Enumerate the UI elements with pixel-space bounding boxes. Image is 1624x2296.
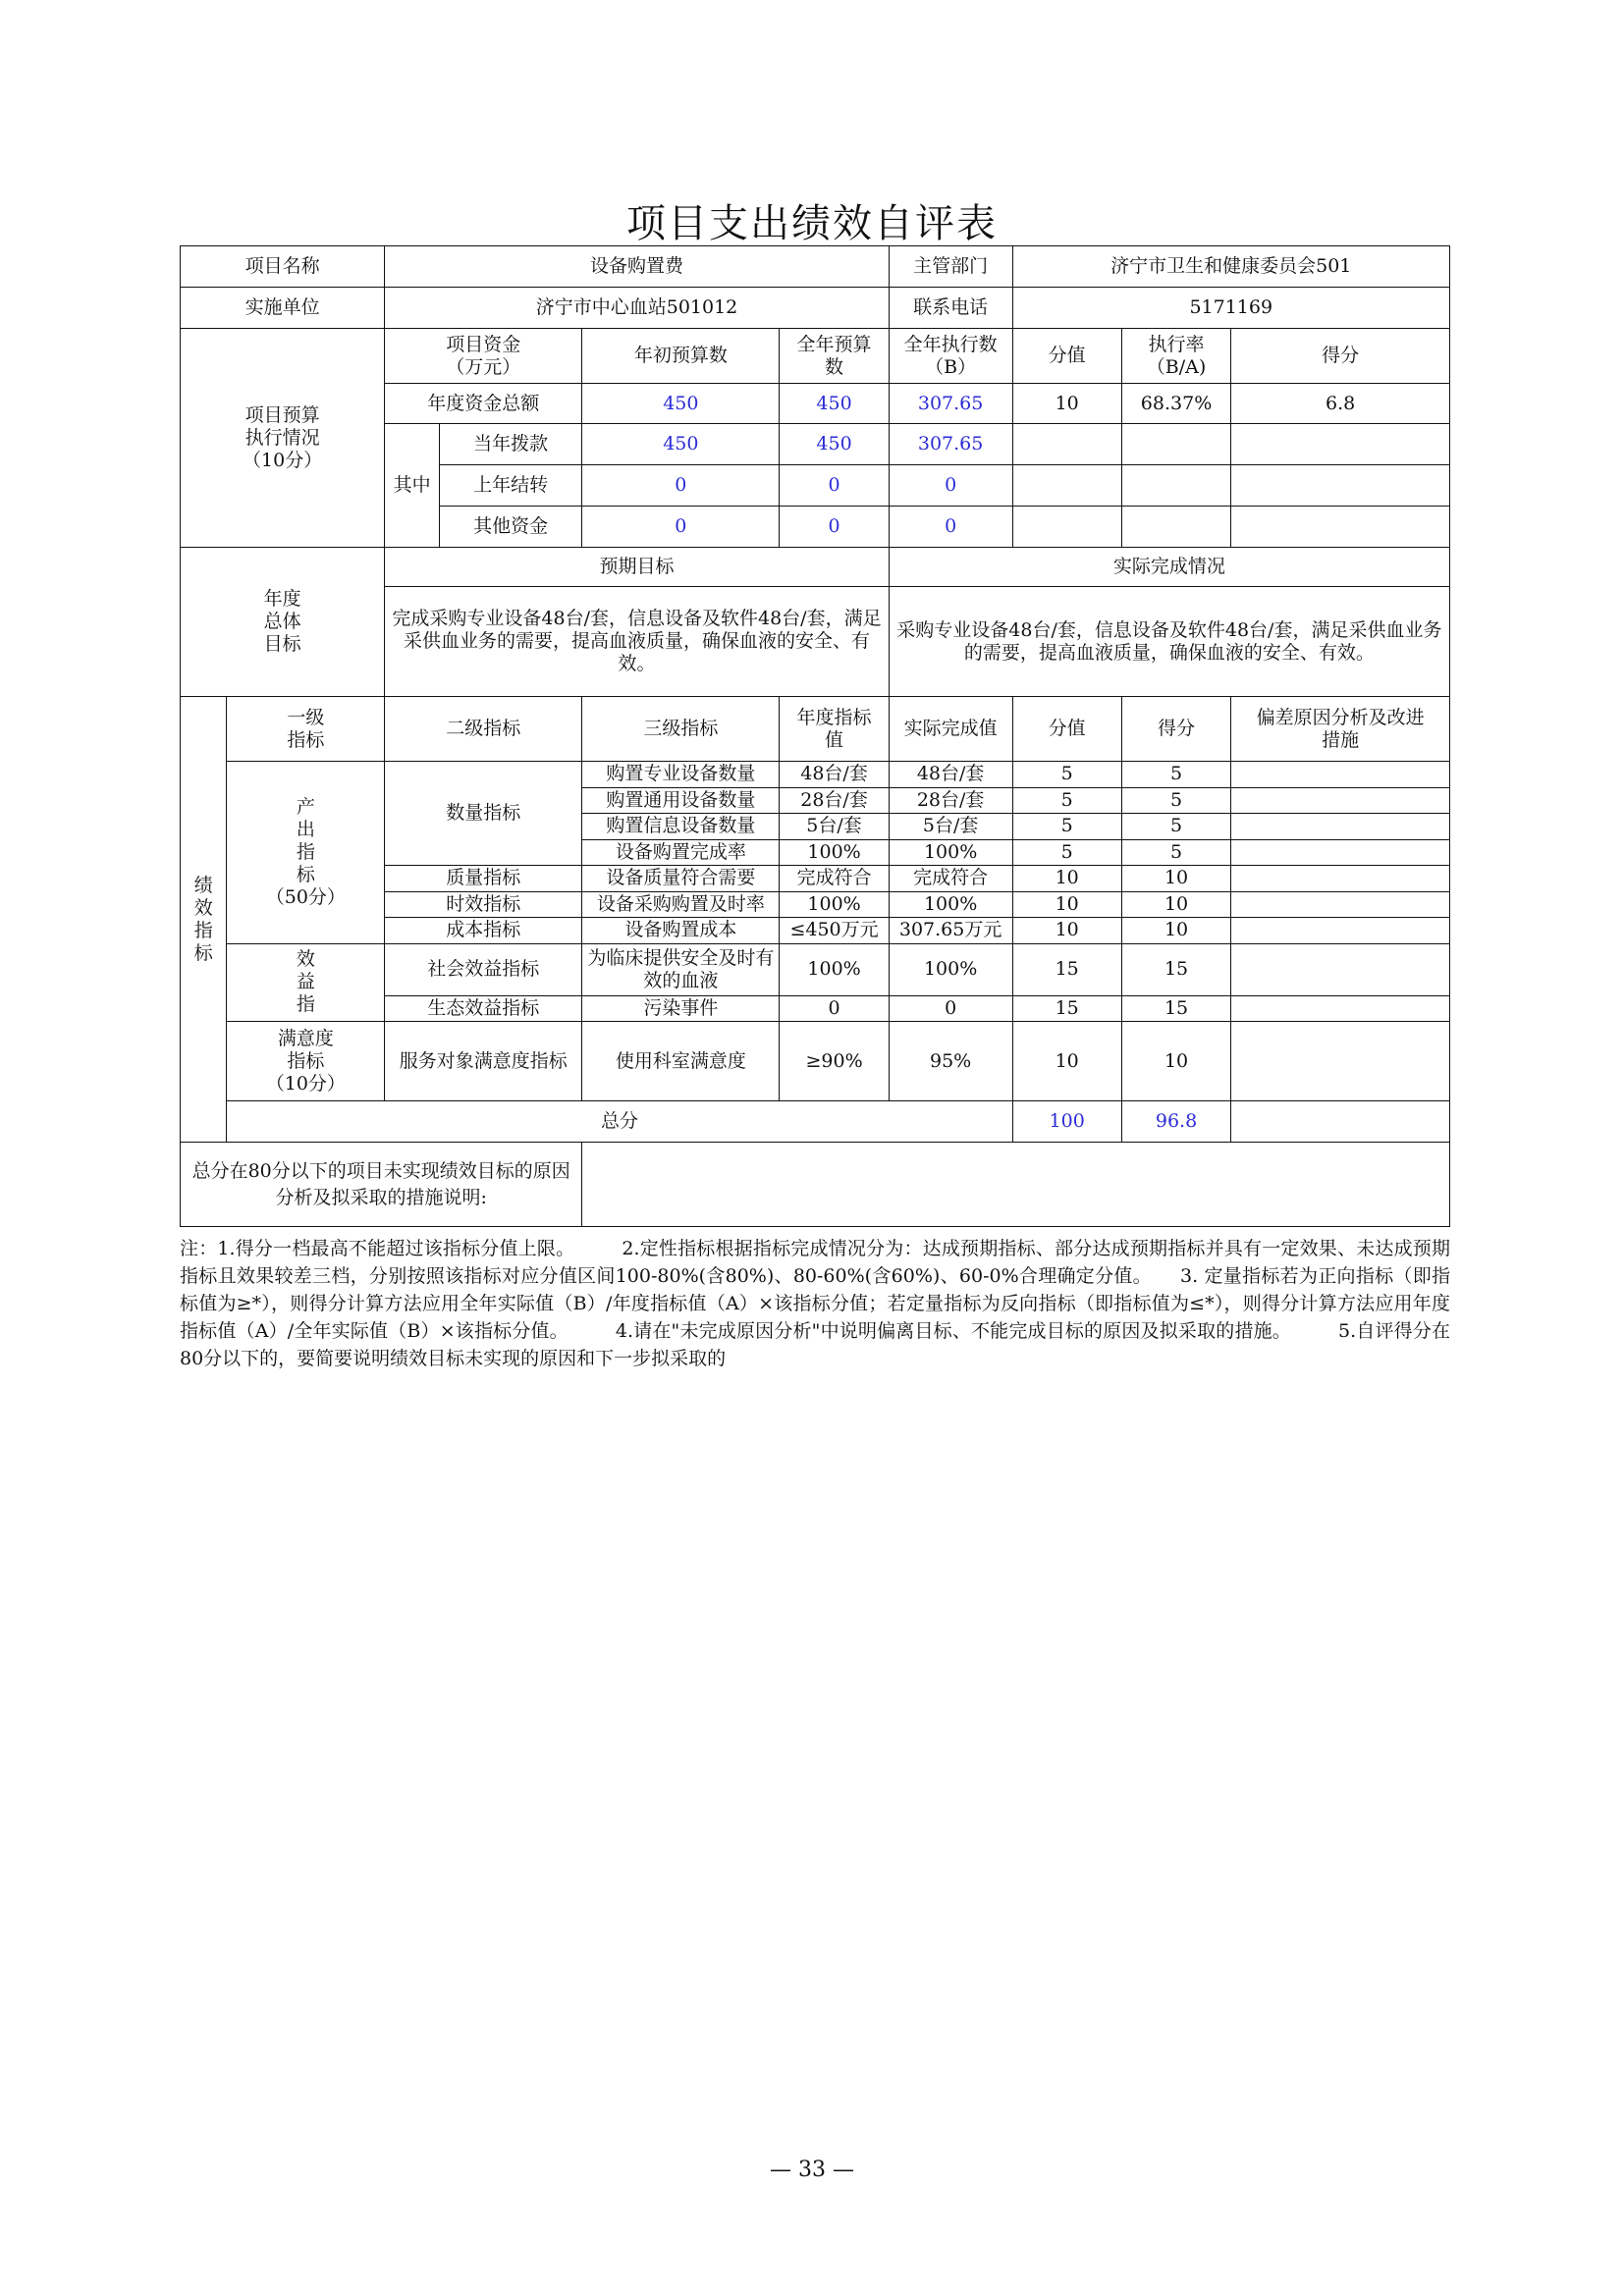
total-score: 96.8 — [1121, 1101, 1230, 1143]
indicator-name: 设备购置成本 — [582, 918, 780, 944]
col-initial: 年初预算数 — [582, 329, 780, 384]
indicator-score: 5 — [1121, 787, 1230, 814]
goals-label: 年度 总体 目标 — [181, 548, 385, 697]
dept-value: 济宁市卫生和健康委员会501 — [1012, 246, 1449, 288]
among-label: 其中 — [385, 424, 440, 548]
total-score-value: 100 — [1012, 1101, 1121, 1143]
indicator-actual: 5台/套 — [889, 814, 1012, 840]
indicator-score: 10 — [1121, 891, 1230, 918]
phone-label: 联系电话 — [889, 288, 1012, 329]
indicator-score: 15 — [1121, 995, 1230, 1022]
fund-row-initial: 0 — [582, 507, 780, 548]
unmet-reason-value — [582, 1143, 1450, 1227]
project-name-label: 项目名称 — [181, 246, 385, 288]
col-score-value: 分值 — [1012, 329, 1121, 384]
indicator-name: 为临床提供安全及时有效的血液 — [582, 943, 780, 995]
indicator-score-value: 10 — [1012, 891, 1121, 918]
fund-row-label: 其他资金 — [439, 507, 581, 548]
fund-row-label: 当年拨款 — [439, 424, 581, 465]
page-title: 项目支出绩效自评表 — [626, 201, 998, 246]
indicator-name: 设备质量符合需要 — [582, 866, 780, 892]
service-indicator-label: 服务对象满意度指标 — [385, 1022, 582, 1101]
indicator-actual: 完成符合 — [889, 866, 1012, 892]
h-target: 年度指标 值 — [780, 697, 889, 762]
expected-goal-text: 完成采购专业设备48台/套，信息设备及软件48台/套，满足采供血业务的需要，提高血液质量，确保血液的安全、有效。 — [385, 587, 889, 697]
indicator-target: 28台/套 — [780, 787, 889, 814]
indicator-score-value: 5 — [1012, 839, 1121, 866]
budget-section-label: 项目预算 执行情况 （10分） — [181, 329, 385, 548]
h-actual: 实际完成值 — [889, 697, 1012, 762]
indicator-score: 10 — [1121, 866, 1230, 892]
fund-row-exec: 0 — [889, 507, 1012, 548]
h-level3: 三级指标 — [582, 697, 780, 762]
unmet-reason-label: 总分在80分以下的项目未实现绩效目标的原因分析及拟采取的措施说明: — [181, 1143, 582, 1227]
total-score: 6.8 — [1231, 384, 1450, 424]
total-funds-label: 年度资金总额 — [385, 384, 582, 424]
indicator-name: 设备采购购置及时率 — [582, 891, 780, 918]
h-score: 得分 — [1121, 697, 1230, 762]
indicator-name: 设备购置完成率 — [582, 839, 780, 866]
fund-row-initial: 0 — [582, 465, 780, 507]
indicator-score-value: 10 — [1012, 918, 1121, 944]
indicator-actual: 28台/套 — [889, 787, 1012, 814]
indicator-score-value: 15 — [1012, 995, 1121, 1022]
col-score: 得分 — [1231, 329, 1450, 384]
fund-row-label: 上年结转 — [439, 465, 581, 507]
social-indicator-label: 社会效益指标 — [385, 943, 582, 995]
h-level2: 二级指标 — [385, 697, 582, 762]
fund-row-annual: 450 — [780, 424, 889, 465]
fund-row-exec: 307.65 — [889, 424, 1012, 465]
fund-row-annual: 0 — [780, 507, 889, 548]
indicator-name: 购置通用设备数量 — [582, 787, 780, 814]
quality-indicator-label: 质量指标 — [385, 866, 582, 892]
total-rate: 68.37% — [1121, 384, 1230, 424]
indicator-target: 完成符合 — [780, 866, 889, 892]
total-exec: 307.65 — [889, 384, 1012, 424]
total-score-value: 10 — [1012, 384, 1121, 424]
time-indicator-label: 时效指标 — [385, 891, 582, 918]
indicator-actual: 100% — [889, 943, 1012, 995]
h-reason: 偏差原因分析及改进 措施 — [1231, 697, 1450, 762]
quantity-indicator-label: 数量指标 — [385, 762, 582, 866]
eco-indicator-label: 生态效益指标 — [385, 995, 582, 1022]
indicator-target: ≥90% — [780, 1022, 889, 1101]
perf-indicator-label: 绩 效 指 标 — [181, 697, 227, 1143]
indicator-score-value: 5 — [1012, 814, 1121, 840]
phone-value: 5171169 — [1012, 288, 1449, 329]
indicator-actual: 100% — [889, 839, 1012, 866]
footnote-text: 注：1.得分一档最高不能超过该指标分值上限。 2.定性指标根据指标完成情况分为：达成预期指标、部分达成预期指标并具有一定效果、未达成预期指标且效果较差三档，分别按照该指标对应分值区间100-80%(含80%)、80-60%(含60%)、60-0%合理确定分值。 3. 定量指标若为正向指标（即指标值为≥*），则得分计算方法应用全年实际值（B）/年度指标值（A）×该指标分值；若定量指标为反向指标（即指标值为≤*），则得分计算方法应用年度指标值（A）/全年实际值（B）×该指标分值。 4.请在"未完成原因分析"中说明偏离目标、不能完成目标的原因及拟采取的措施。 5.自评得分在80分以下的，要简要说明绩效目标未实现的原因和下一步拟采取的 — [180, 1238, 1450, 1369]
col-fund: 项目资金 （万元） — [385, 329, 582, 384]
indicator-score-value: 10 — [1012, 1022, 1121, 1101]
unit-value: 济宁市中心血站501012 — [385, 288, 889, 329]
indicator-score: 5 — [1121, 839, 1230, 866]
indicator-actual: 307.65万元 — [889, 918, 1012, 944]
indicator-score: 5 — [1121, 814, 1230, 840]
indicator-name: 购置专业设备数量 — [582, 762, 780, 788]
indicator-name: 污染事件 — [582, 995, 780, 1022]
expected-goal-header: 预期目标 — [385, 548, 889, 587]
self-evaluation-table — [180, 245, 1450, 1227]
indicator-score: 15 — [1121, 943, 1230, 995]
total-annual: 450 — [780, 384, 889, 424]
col-exec: 全年执行数 （B） — [889, 329, 1012, 384]
unit-label: 实施单位 — [181, 288, 385, 329]
indicator-actual: 0 — [889, 995, 1012, 1022]
col-annual: 全年预算 数 — [780, 329, 889, 384]
actual-goal-text: 采购专业设备48台/套，信息设备及软件48台/套，满足采供血业务的需要，提高血液质量，确保血液的安全、有效。 — [889, 587, 1449, 697]
indicator-target: 5台/套 — [780, 814, 889, 840]
indicator-actual: 95% — [889, 1022, 1012, 1101]
indicator-target: 100% — [780, 891, 889, 918]
fund-row-initial: 450 — [582, 424, 780, 465]
page-number: — 33 — — [770, 2158, 854, 2182]
indicator-target: 48台/套 — [780, 762, 889, 788]
fund-row-exec: 0 — [889, 465, 1012, 507]
indicator-score-value: 5 — [1012, 762, 1121, 788]
indicator-actual: 100% — [889, 891, 1012, 918]
indicator-target: 0 — [780, 995, 889, 1022]
satisfaction-indicator-label: 满意度 指标 （10分） — [227, 1022, 385, 1101]
total-score-label: 总分 — [227, 1101, 1012, 1143]
indicator-name: 购置信息设备数量 — [582, 814, 780, 840]
cost-indicator-label: 成本指标 — [385, 918, 582, 944]
benefit-indicator-label: 效 益 指 — [227, 943, 385, 1022]
h-score-value: 分值 — [1012, 697, 1121, 762]
indicator-score-value: 5 — [1012, 787, 1121, 814]
indicator-target: ≤450万元 — [780, 918, 889, 944]
indicator-name: 使用科室满意度 — [582, 1022, 780, 1101]
indicator-score-value: 15 — [1012, 943, 1121, 995]
actual-goal-header: 实际完成情况 — [889, 548, 1449, 587]
indicator-score: 5 — [1121, 762, 1230, 788]
indicator-target: 100% — [780, 943, 889, 995]
output-indicator-label: 产 出 指 标 （50分） — [227, 762, 385, 944]
indicator-actual: 48台/套 — [889, 762, 1012, 788]
h-level1: 一级 指标 — [227, 697, 385, 762]
total-initial: 450 — [582, 384, 780, 424]
dept-label: 主管部门 — [889, 246, 1012, 288]
indicator-score: 10 — [1121, 1022, 1230, 1101]
indicator-target: 100% — [780, 839, 889, 866]
fund-row-annual: 0 — [780, 465, 889, 507]
indicator-score-value: 10 — [1012, 866, 1121, 892]
project-name-value: 设备购置费 — [385, 246, 889, 288]
indicator-score: 10 — [1121, 918, 1230, 944]
col-rate: 执行率 （B/A) — [1121, 329, 1230, 384]
